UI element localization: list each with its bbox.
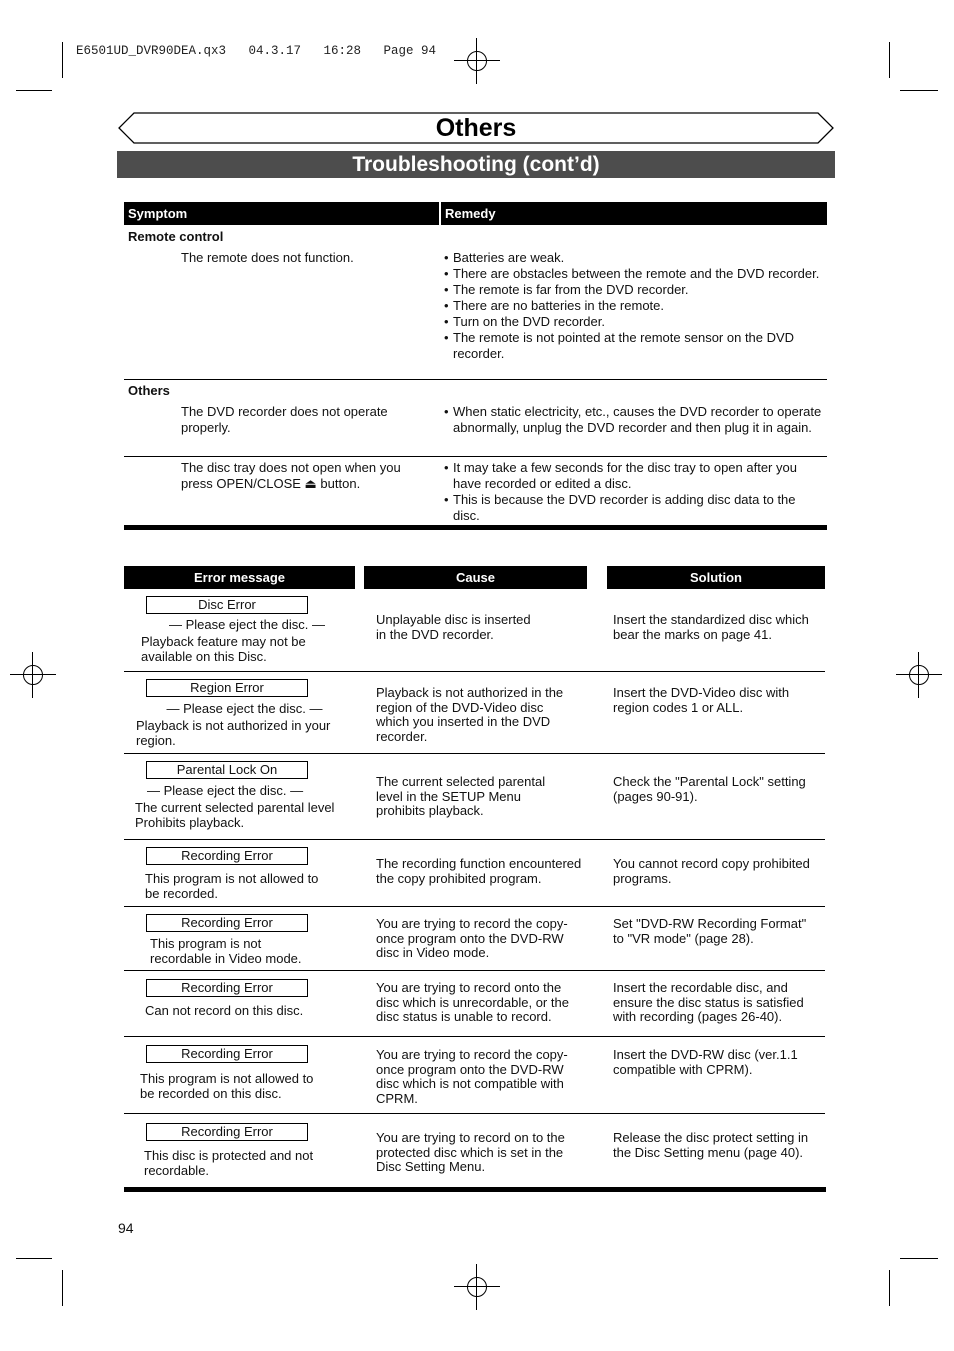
symptom-text: The DVD recorder does not operate properly. bbox=[181, 404, 388, 435]
error-title-box: Disc Error bbox=[146, 596, 308, 614]
error-message-text: Can not record on this disc. bbox=[145, 1003, 304, 1018]
row-divider bbox=[124, 1036, 825, 1037]
row-divider bbox=[124, 456, 827, 457]
remedy-item: • This is because the DVD recorder is adding disc data to the disc. bbox=[442, 492, 822, 524]
remedy-item: • There are obstacles between the remote and the DVD recorder. bbox=[442, 266, 822, 282]
error-message-line: — Please eject the disc. — bbox=[147, 783, 304, 798]
error-message-line: — Please eject the disc. — bbox=[166, 701, 323, 716]
remedy-item: • Batteries are weak. bbox=[442, 250, 822, 266]
cause-header: Cause bbox=[364, 566, 587, 589]
cause-text: You are trying to record on to the protected disc which is set in the Disc Setting Menu. bbox=[376, 1130, 565, 1174]
error-title-box: Parental Lock On bbox=[146, 761, 308, 779]
crop-mark bbox=[16, 1258, 52, 1259]
table-end-rule bbox=[124, 1187, 826, 1192]
cause-text: Unplayable disc is inserted in the DVD recorder. bbox=[376, 612, 531, 642]
cause-text: The recording function encountered the copy prohibited program. bbox=[376, 856, 582, 886]
cause-text: You are trying to record the copy-once program onto the DVD-RW disc in Video mode. bbox=[376, 916, 568, 960]
solution-text: Insert the standardized disc which bear the marks on page 41. bbox=[613, 612, 809, 642]
crop-mark bbox=[62, 1270, 63, 1306]
symptom-text: The remote does not function. bbox=[181, 250, 354, 265]
error-message-line: — Please eject the disc. — bbox=[168, 617, 326, 632]
remedy-list bbox=[442, 250, 822, 362]
row-divider bbox=[124, 839, 825, 840]
symptom-header: Symptom bbox=[124, 202, 439, 225]
category-remote-control: Remote control bbox=[128, 229, 224, 244]
crop-mark bbox=[900, 90, 938, 91]
page-title-banner bbox=[118, 112, 834, 144]
cause-text: You are trying to record the copy-once program onto the DVD-RW disc which is not compatible with CPRM. bbox=[376, 1047, 568, 1106]
registration-mark-icon bbox=[902, 658, 936, 692]
registration-mark-icon bbox=[16, 658, 50, 692]
solution-text: Release the disc protect setting in the Disc Setting menu (page 40). bbox=[613, 1130, 809, 1160]
page-number: 94 bbox=[118, 1220, 134, 1236]
error-message-header: Error message bbox=[124, 566, 355, 589]
row-divider bbox=[124, 906, 825, 907]
remedy-item: • The remote is not pointed at the remote sensor on the DVD recorder. bbox=[442, 330, 822, 362]
error-title-box: Recording Error bbox=[146, 979, 308, 997]
error-message-text bbox=[135, 783, 355, 830]
page-title: Others bbox=[435, 114, 517, 142]
error-title-box: Region Error bbox=[146, 679, 308, 697]
section-title: Troubleshooting (cont’d) bbox=[117, 151, 835, 178]
error-message-text: This program is not allowed to be recorded. bbox=[145, 871, 319, 901]
remedy-list bbox=[442, 404, 822, 436]
crop-mark bbox=[889, 42, 890, 78]
crop-mark bbox=[889, 1270, 890, 1306]
error-title-box: Recording Error bbox=[146, 1123, 308, 1141]
solution-text: Check the "Parental Lock" setting (pages 90-91). bbox=[613, 774, 806, 804]
error-message-line: Playback is not authorized in your region. bbox=[136, 718, 331, 748]
solution-text: Insert the DVD-Video disc with region codes 1 or ALL. bbox=[613, 685, 790, 715]
solution-text: Insert the recordable disc, and ensure the disc status is satisfied with recording (pages 26-40). bbox=[613, 980, 804, 1024]
remedy-header: Remedy bbox=[441, 202, 827, 225]
cause-text: You are trying to record onto the disc which is unrecordable, or the disc status is unable to record. bbox=[376, 980, 569, 1024]
crop-mark bbox=[62, 42, 63, 78]
remedy-item: • The remote is far from the DVD recorder. bbox=[442, 282, 822, 298]
error-title-box: Recording Error bbox=[146, 1045, 308, 1063]
print-slug: E6501UD_DVR90DEA.qx3 04.3.17 16:28 Page 94 bbox=[76, 44, 437, 58]
solution-text: Insert the DVD-RW disc (ver.1.1 compatible with CPRM). bbox=[613, 1047, 798, 1077]
row-divider bbox=[124, 753, 825, 754]
crop-mark bbox=[16, 90, 52, 91]
registration-mark-icon bbox=[460, 1270, 494, 1304]
remedy-item: • When static electricity, etc., causes the DVD recorder to operate abnormally, unplug the DVD recorder and then plug it in again. bbox=[442, 404, 822, 436]
error-message-text: This program is not recordable in Video mode. bbox=[150, 936, 302, 966]
remedy-list bbox=[442, 460, 822, 524]
cause-text: Playback is not authorized in the region of the DVD-Video disc which you inserted in the DVD recorder. bbox=[376, 685, 564, 744]
error-title-box: Recording Error bbox=[146, 914, 308, 932]
table-end-rule bbox=[124, 525, 827, 530]
row-divider bbox=[124, 1113, 825, 1114]
solution-text: Set "DVD-RW Recording Format" to "VR mode" (page 28). bbox=[613, 916, 807, 946]
remedy-item: • There are no batteries in the remote. bbox=[442, 298, 822, 314]
remedy-item: • Turn on the DVD recorder. bbox=[442, 314, 822, 330]
remedy-item: • It may take a few seconds for the disc tray to open after you have recorded or edited a disc. bbox=[442, 460, 822, 492]
symptom-text: The disc tray does not open when you press OPEN/CLOSE ⏏ button. bbox=[181, 460, 401, 491]
error-message-line: The current selected parental level Prohibits playback. bbox=[135, 800, 335, 830]
error-message-text: This disc is protected and not recordable. bbox=[144, 1148, 314, 1178]
error-message-line: Playback feature may not be available on this Disc. bbox=[141, 634, 306, 664]
error-message-text bbox=[136, 701, 353, 748]
error-message-text bbox=[141, 617, 353, 664]
solution-text: You cannot record copy prohibited programs. bbox=[613, 856, 810, 886]
crop-mark bbox=[900, 1258, 938, 1259]
solution-header: Solution bbox=[607, 566, 825, 589]
cause-text: The current selected parental level in the SETUP Menu prohibits playback. bbox=[376, 774, 546, 818]
registration-mark-icon bbox=[460, 44, 494, 78]
row-divider bbox=[124, 970, 825, 971]
error-title-box: Recording Error bbox=[146, 847, 308, 865]
row-divider bbox=[124, 671, 825, 672]
category-others: Others bbox=[128, 383, 170, 398]
error-message-text: This program is not allowed to be recorded on this disc. bbox=[140, 1071, 314, 1101]
row-divider bbox=[124, 379, 827, 380]
